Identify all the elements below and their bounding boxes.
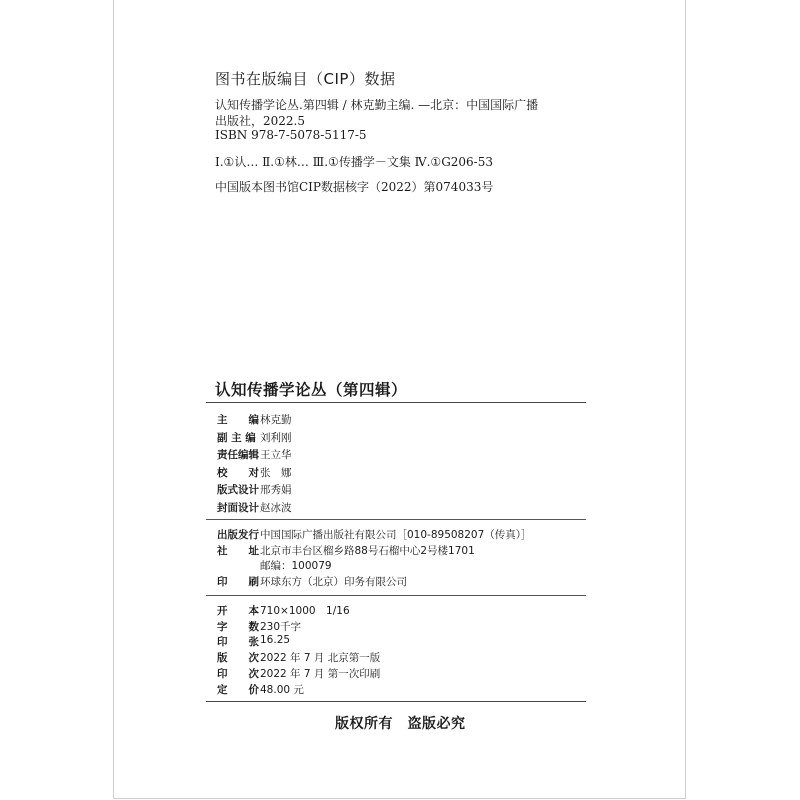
cip-line-classification: Ⅰ.①认… Ⅱ.①林… Ⅲ.①传播学－文集 Ⅳ.①G206-53 bbox=[215, 155, 494, 169]
staff-value: 张 娜 bbox=[260, 467, 292, 479]
spec-label: 定 价 bbox=[217, 684, 259, 696]
spec-value: 16.25 bbox=[260, 634, 291, 646]
spec-label: 印 次 bbox=[217, 668, 259, 680]
spec-value: 2022 年 7 月 北京第一版 bbox=[260, 652, 381, 664]
publisher-label: 社 址 bbox=[217, 545, 259, 557]
staff-value: 王立华 bbox=[260, 449, 292, 461]
staff-label: 封面设计 bbox=[217, 502, 259, 514]
staff-divider bbox=[206, 519, 586, 520]
staff-value: 刘利刚 bbox=[260, 432, 292, 444]
publisher-label: 出版发行 bbox=[217, 529, 259, 541]
spec-value: 230千字 bbox=[260, 621, 302, 633]
publisher-value: 中国国际广播出版社有限公司［010-89508207（传真）］ bbox=[260, 529, 532, 541]
cip-line-isbn: ISBN 978-7-5078-5117-5 bbox=[215, 128, 367, 142]
staff-value: 林克勤 bbox=[260, 414, 292, 426]
staff-label: 副 主 编 bbox=[217, 432, 256, 444]
publisher-value: 环球东方（北京）印务有限公司 bbox=[260, 576, 407, 588]
staff-value: 邢秀娟 bbox=[260, 484, 292, 496]
spec-label: 字 数 bbox=[217, 621, 259, 633]
book-title: 认知传播学论丛（第四辑） bbox=[215, 381, 408, 399]
spec-label: 印 张 bbox=[217, 636, 259, 648]
staff-label: 责任编辑 bbox=[217, 449, 259, 461]
spec-value: 2022 年 7 月 第一次印刷 bbox=[260, 668, 381, 680]
specs-divider bbox=[206, 701, 586, 702]
spec-label: 版 次 bbox=[217, 652, 259, 664]
spec-value: 710×1000 1/16 bbox=[260, 605, 350, 617]
staff-label: 校 对 bbox=[217, 467, 259, 479]
publisher-value: 北京市丰台区榴乡路88号石榴中心2号楼1701 bbox=[260, 545, 475, 557]
spec-value: 48.00 元 bbox=[260, 684, 304, 696]
staff-label: 版式设计 bbox=[217, 484, 259, 496]
cip-line-record-number: 中国版本图书馆CIP数据核字（2022）第074033号 bbox=[215, 180, 494, 194]
cip-line-1: 认知传播学论丛.第四辑 / 林克勤主编. —北京：中国国际广播 bbox=[215, 98, 539, 112]
cip-heading: 图书在版编目（CIP）数据 bbox=[215, 70, 396, 88]
publisher-divider bbox=[206, 595, 586, 596]
spec-label: 开 本 bbox=[217, 605, 259, 617]
staff-value: 赵冰波 bbox=[260, 502, 292, 514]
publisher-label: 印 刷 bbox=[217, 576, 259, 588]
copyright-notice: 版权所有 盗版必究 bbox=[335, 716, 466, 732]
staff-label: 主 编 bbox=[217, 414, 259, 426]
title-divider bbox=[206, 402, 586, 403]
cip-line-2: 出版社，2022.5 bbox=[215, 114, 305, 128]
publisher-value: 邮编：100079 bbox=[260, 560, 332, 572]
